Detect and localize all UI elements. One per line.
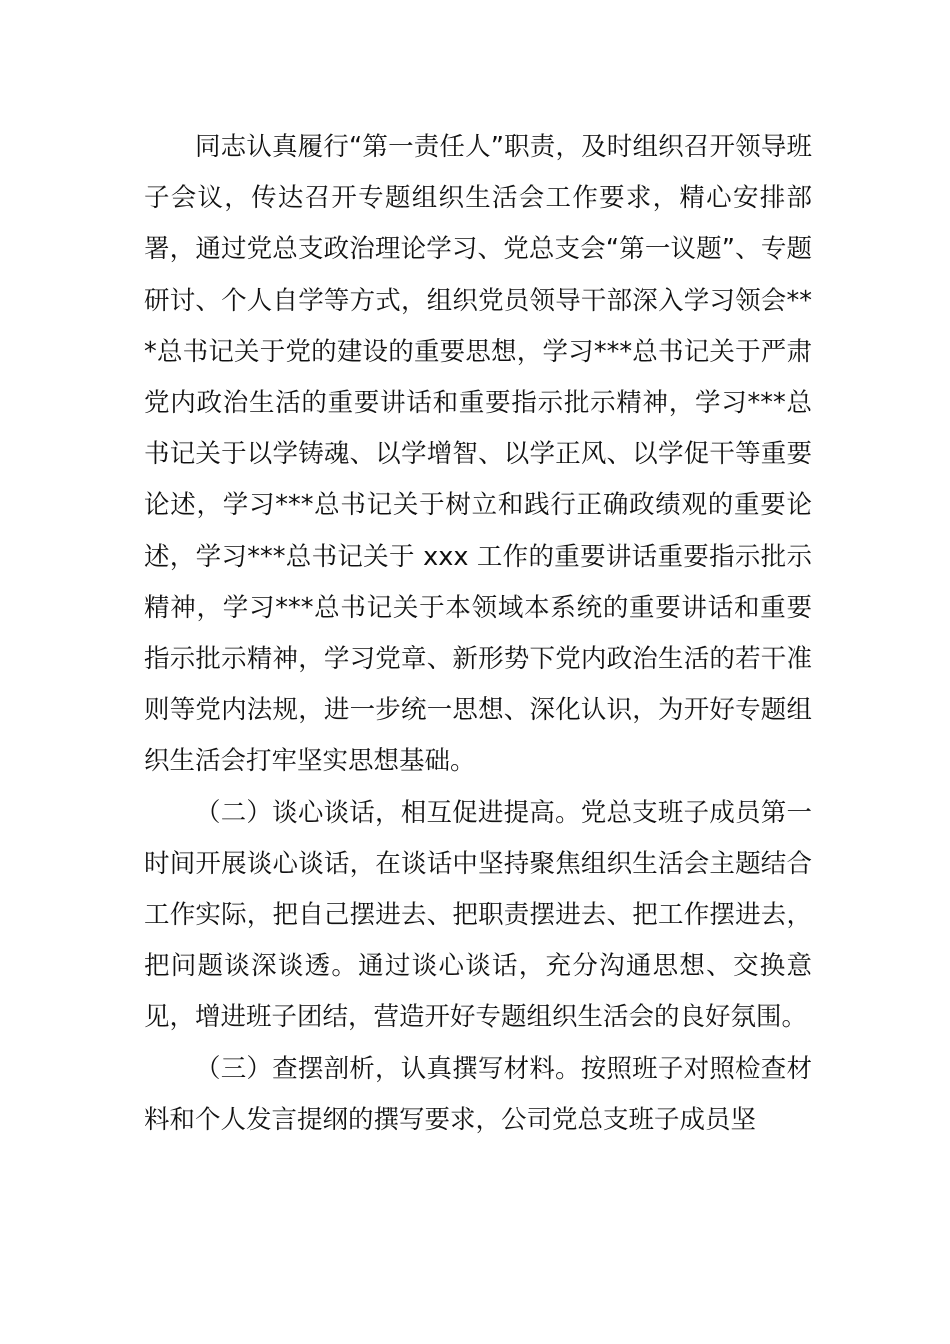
paragraph-heart-to-heart-talks: （二）谈心谈话，相互促进提高。党总支班子成员第一时间开展谈心谈话，在谈话中坚持聚焦组织生活会主题结合工作实际，把自己摆进去、把职责摆进去、把工作摆进去，把问题谈深谈透。通过谈心谈话，充分沟通思想、交换意见，增进班子团结，营造开好专题组织生活会的良好氛围。 bbox=[144, 797, 812, 1033]
paragraph-study-arrangement: 同志认真履行“第一责任人”职责，及时组织召开领导班子会议，传达召开专题组织生活会工作要求，精心安排部署，通过党总支政治理论学习、党总支会“第一议题”、专题研讨、个人自学等方式，组织党员领导干部深入学习领会***总书记关于党的建设的重要思想，学习***总书记关于严肃党内政治生活的重要讲话和重要指示批示精神，学习***总书记关于以学铸魂、以学增智、以学正风、以学促干等重要论述，学习***总书记关于树立和践行正确政绩观的重要论述，学习***总书记关于 xxx 工作的重要讲话重要指示批示精神，学习***总书记关于本领域本系统的重要讲话和重要指示批示精神，学习党章、新形势下党内政治生活的若干准则等党内法规，进一步统一思想、深化认识，为开好专题组织生活会打牢坚实思想基础。 bbox=[144, 132, 812, 777]
document-page bbox=[144, 122, 812, 1146]
paragraph-self-examination: （三）查摆剖析，认真撰写材料。按照班子对照检查材料和个人发言提纲的撰写要求，公司党总支班子成员坚 bbox=[144, 1053, 812, 1135]
